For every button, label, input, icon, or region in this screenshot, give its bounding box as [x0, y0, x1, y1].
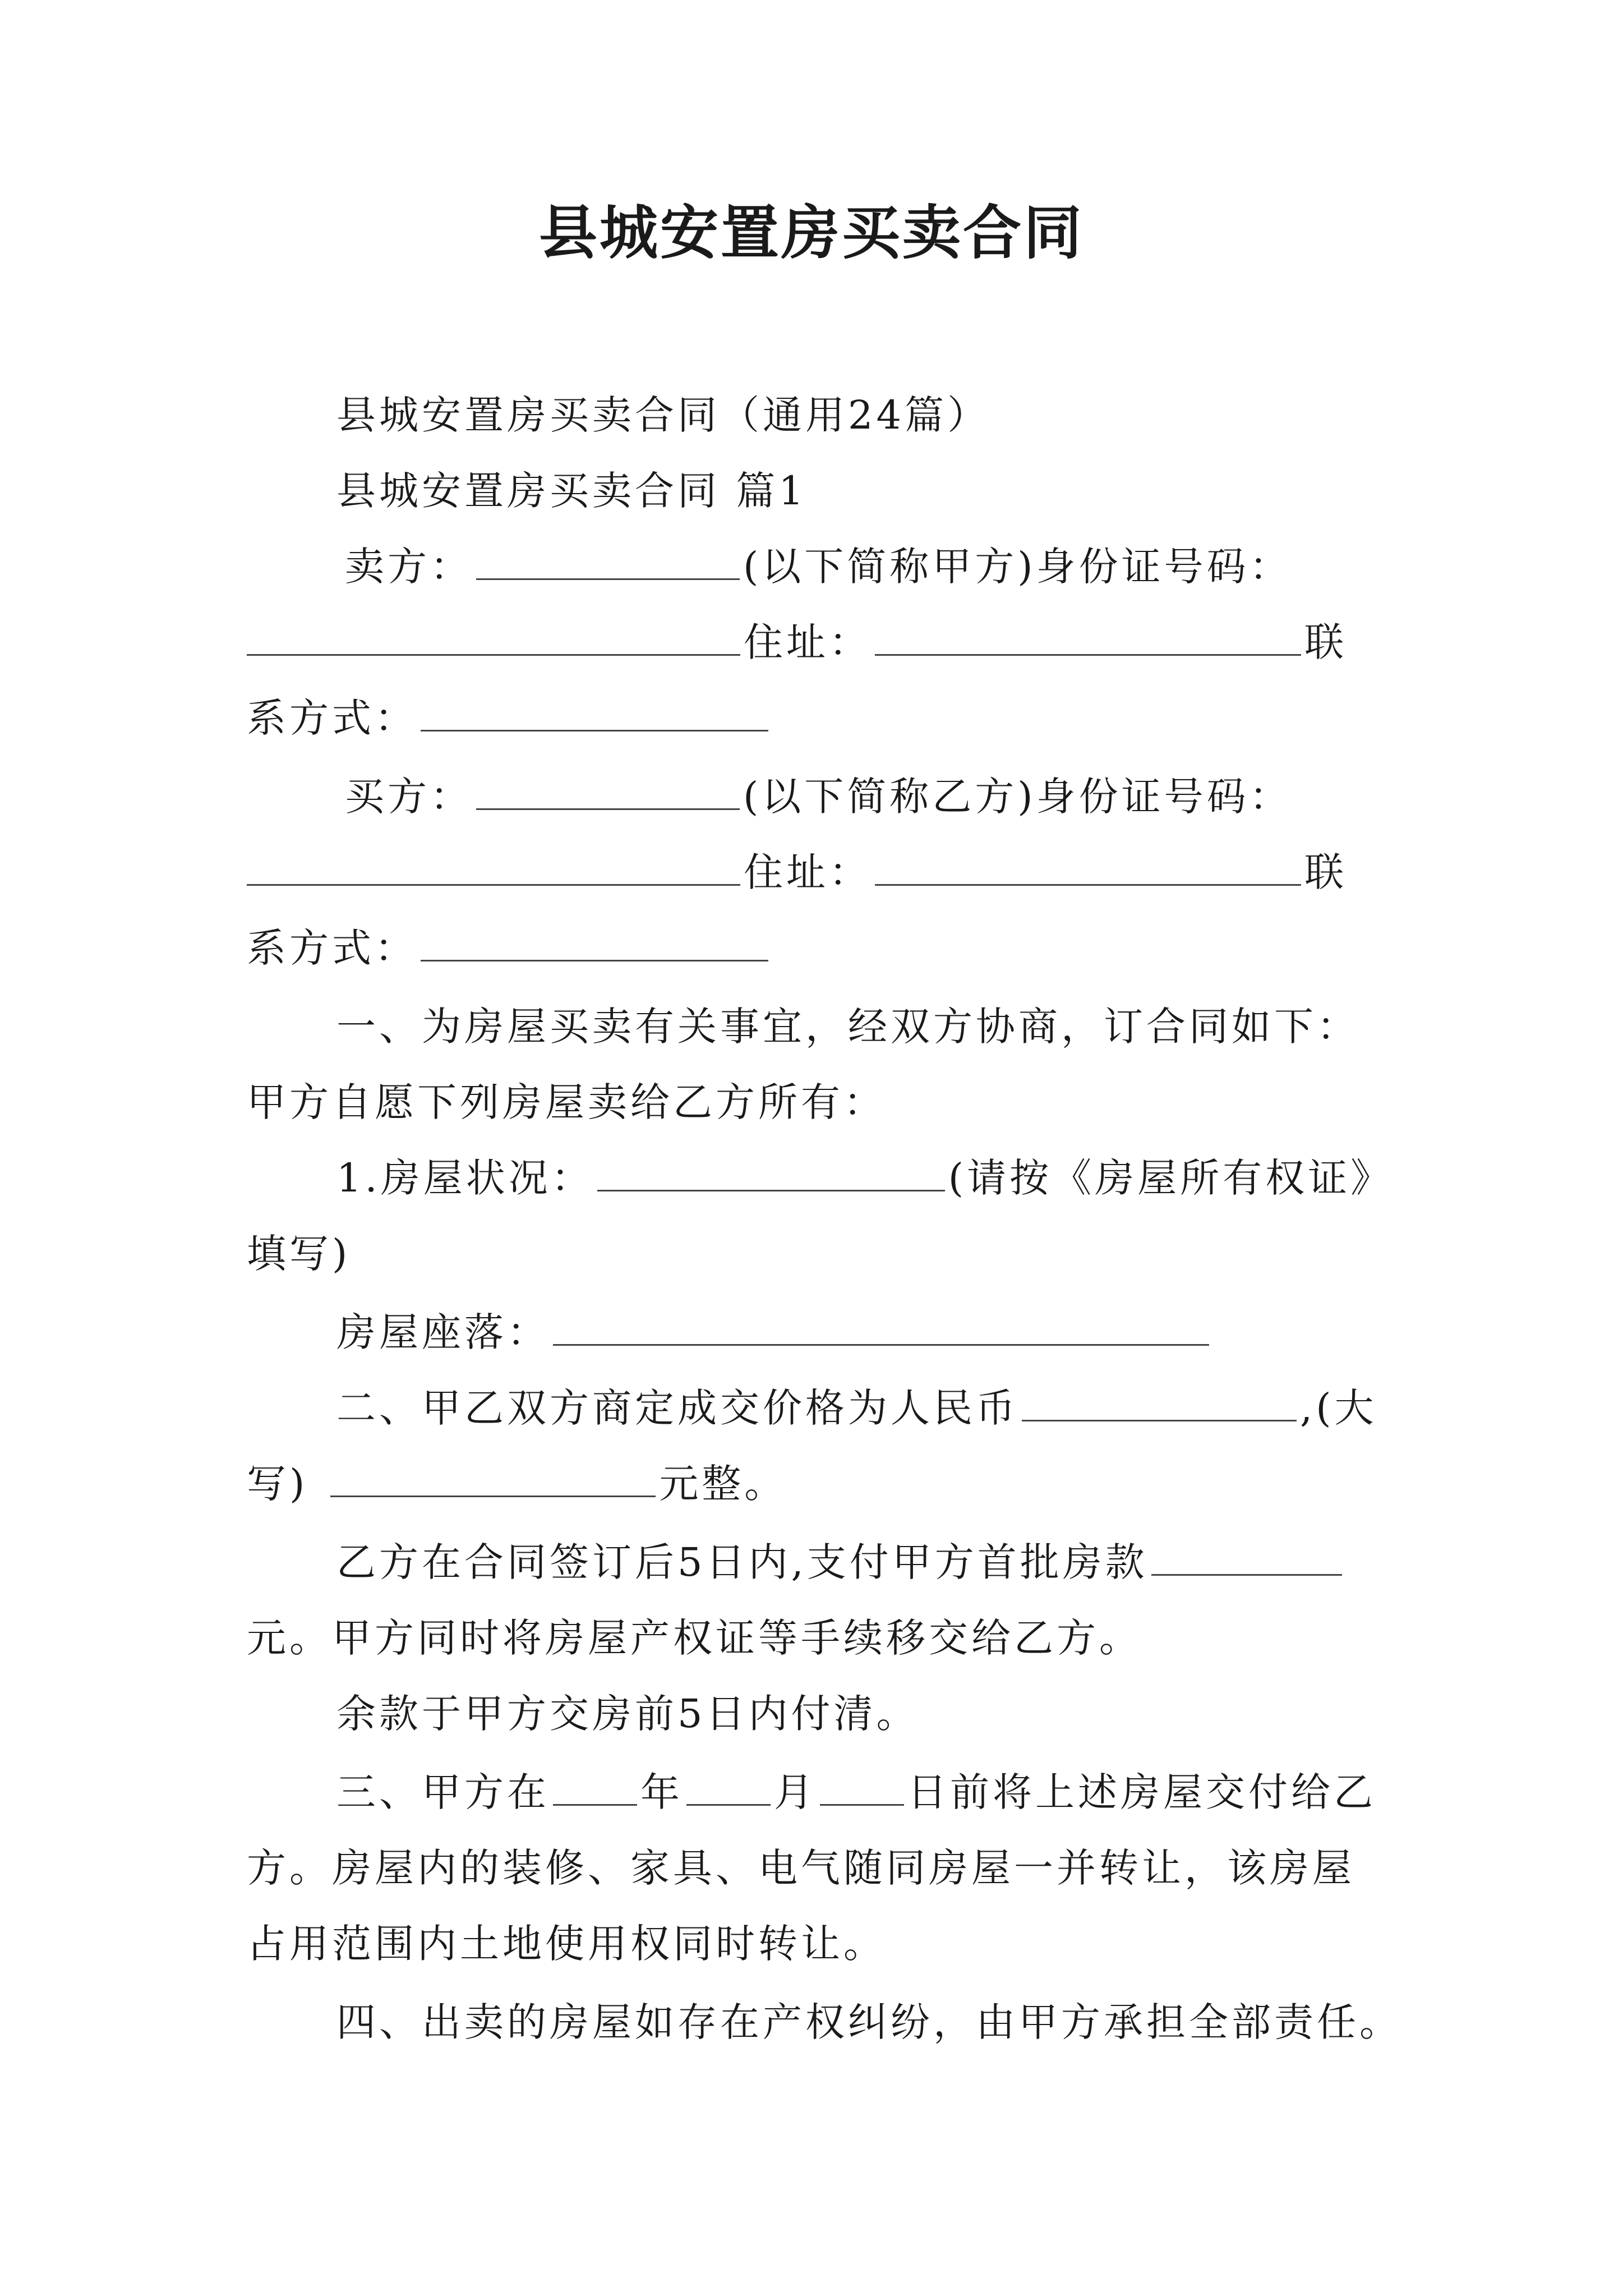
- seller-contact-blank: [421, 691, 768, 731]
- clause-2-line-b: [247, 1456, 787, 1512]
- item-1-after: (请按《房屋所有权证》: [948, 1155, 1394, 1201]
- seller-contact-line: [247, 690, 772, 746]
- payment-text-1-cont: 元。甲方同时将房屋产权证等手续移交给乙方。: [247, 1615, 1142, 1661]
- seller-id-blank: [247, 615, 740, 656]
- buyer-contact-prefix: 联: [1304, 849, 1347, 895]
- clause-2-label-b: 写): [247, 1461, 308, 1507]
- clause-3-line-a: [336, 1764, 1376, 1820]
- document-title: 县城安置房买卖合同: [538, 198, 1084, 267]
- buyer-line: [345, 769, 1292, 825]
- clause-3-end: 日前将上述房屋交付给乙: [907, 1769, 1376, 1815]
- buyer-contact-label: 系方式：: [247, 925, 417, 971]
- clause-1-text-b: 甲方自愿下列房屋卖给乙方所有：: [247, 1079, 886, 1125]
- subtitle-line: [336, 387, 990, 443]
- payment-line-1: [336, 1534, 1345, 1590]
- seller-address-label: 住址：: [744, 619, 872, 665]
- clause-3-month: 月: [774, 1769, 817, 1815]
- seller-address-line: [247, 614, 1347, 670]
- payment-line-2: [336, 1686, 919, 1742]
- payment-text-2: 余款于甲方交房前5日内付清。: [336, 1691, 919, 1737]
- buyer-name-blank: [476, 769, 740, 810]
- seller-after-text: (以下简称甲方)身份证号码：: [743, 544, 1292, 590]
- buyer-address-line: [247, 844, 1347, 900]
- clause-4-line: [336, 1994, 1402, 2050]
- clause-3-start: 三、甲方在: [336, 1769, 550, 1815]
- section-heading-text: 县城安置房买卖合同 篇1: [336, 468, 807, 514]
- price-words-blank: [330, 1456, 656, 1497]
- clause-3-text-b: 方。房屋内的装修、家具、电气随同房屋一并转让，该房屋: [247, 1845, 1355, 1891]
- clause-1-text-a: 一、为房屋买卖有关事宜，经双方协商，订合同如下：: [336, 1004, 1359, 1050]
- item-1-blank: [597, 1151, 945, 1191]
- payment-text-1: 乙方在合同签订后5日内,支付甲方首批房款: [336, 1539, 1148, 1585]
- item-1-cont-line: [247, 1226, 351, 1282]
- clause-2-after: ,(大: [1300, 1385, 1377, 1431]
- buyer-after-text: (以下简称乙方)身份证号码：: [743, 774, 1292, 820]
- subtitle-text: 县城安置房买卖合同（通用24篇）: [336, 392, 990, 438]
- clause-3-line-c: [247, 1916, 886, 1972]
- payment-line-1-cont: [247, 1610, 1142, 1666]
- clause-2-after-b: 元整。: [659, 1461, 787, 1507]
- clause-3-year: 年: [640, 1769, 683, 1815]
- buyer-label: 买方：: [345, 774, 473, 820]
- location-blank: [553, 1305, 1209, 1346]
- location-label: 房屋座落：: [336, 1309, 550, 1355]
- first-payment-blank: [1151, 1535, 1342, 1576]
- clause-4-text: 四、出卖的房屋如存在产权纠纷，由甲方承担全部责任。: [336, 1999, 1402, 2045]
- item-1-label: 1.房屋状况：: [336, 1155, 594, 1201]
- section-heading: [336, 463, 807, 519]
- day-blank: [820, 1765, 904, 1806]
- item-1-cont: 填写): [247, 1231, 351, 1277]
- location-line: [336, 1304, 1212, 1360]
- seller-contact-prefix: 联: [1304, 619, 1347, 665]
- buyer-contact-line: [247, 920, 772, 976]
- buyer-contact-blank: [421, 921, 768, 961]
- seller-line: [345, 539, 1292, 595]
- price-blank: [1022, 1381, 1297, 1421]
- seller-contact-label: 系方式：: [247, 695, 417, 741]
- seller-address-blank: [875, 615, 1301, 656]
- buyer-address-blank: [875, 845, 1301, 886]
- item-1-line: [336, 1150, 1393, 1206]
- clause-2-line-a: [336, 1380, 1377, 1436]
- seller-label: 卖方：: [345, 544, 473, 590]
- month-blank: [686, 1765, 771, 1806]
- clause-1-line-a: [336, 999, 1359, 1055]
- buyer-id-blank: [247, 845, 740, 886]
- clause-3-text-c: 占用范围内土地使用权同时转让。: [247, 1921, 886, 1967]
- clause-1-line-b: [247, 1074, 886, 1130]
- seller-name-blank: [476, 539, 740, 580]
- clause-2-text-a: 二、甲乙双方商定成交价格为人民币: [336, 1385, 1018, 1431]
- clause-3-line-b: [247, 1840, 1355, 1896]
- year-blank: [553, 1765, 637, 1806]
- buyer-address-label: 住址：: [744, 849, 872, 895]
